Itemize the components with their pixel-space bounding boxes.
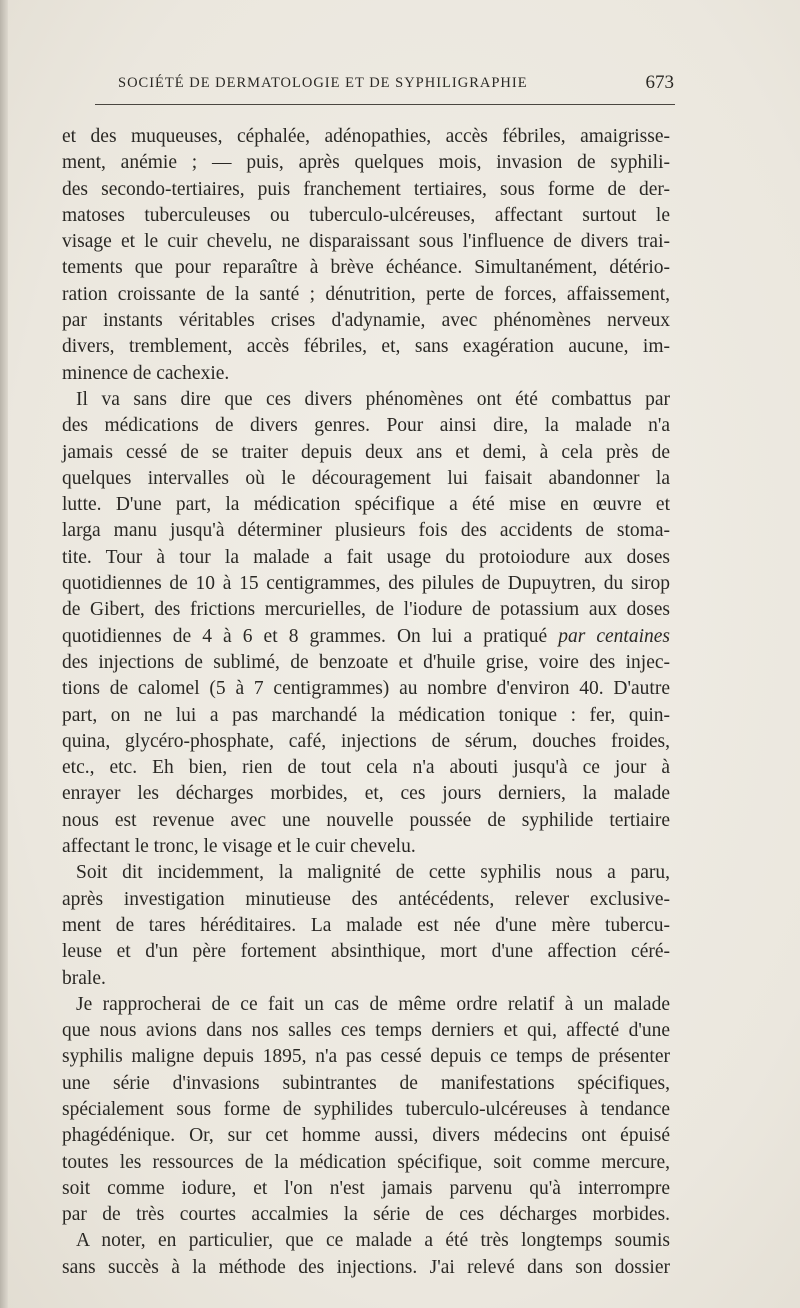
header-rule [95, 104, 675, 105]
text-line: lutte. D'une part, la médication spécifique a été mise en œuvre et [62, 494, 670, 516]
page-binding-edge [0, 0, 8, 1308]
text-line: leuse et d'un père fortement absinthique, mort d'une affection céré- [62, 941, 670, 963]
paragraph-start-line: Soit dit incidemment, la malignité de cette syphilis nous a paru, [76, 862, 670, 884]
text-line: par instants véritables crises d'adynamie, avec phénomènes nerveux [62, 310, 670, 332]
text-line: visage et le cuir chevelu, ne disparaissant sous l'influence de divers trai- [62, 231, 670, 253]
running-head [118, 72, 674, 97]
text-line: soit comme iodure, et l'on n'est jamais parvenu qu'à interrompre [62, 1177, 670, 1199]
text-line: syphilis maligne depuis 1895, n'a pas cessé depuis ce temps de présenter [62, 1046, 670, 1068]
text-line: et des muqueuses, céphalée, adénopathies, accès fébriles, amaigrisse- [62, 126, 670, 147]
text-line: des injections de sublimé, de benzoate et d'huile grise, voire des injec- [62, 651, 670, 673]
text-line: ment, anémie ; — puis, après quelques mois, invasion de syphili- [62, 152, 670, 174]
text-line: par de très courtes accalmies la série de ces décharges morbides. [62, 1204, 670, 1226]
text-line: ment de tares héréditaires. La malade est née d'une mère tubercu- [62, 914, 670, 936]
text-run: quotidiennes de 4 à 6 et 8 grammes. On lui a pratiqué [62, 625, 548, 647]
text-line: phagédénique. Or, sur cet homme aussi, divers médecins ont épuisé [62, 1125, 670, 1147]
text-line: quotidiennes de 10 à 15 centigrammes, des pilules de Dupuytren, du sirop [62, 573, 670, 595]
text-line: une série d'invasions subintrantes de manifestations spécifiques, [62, 1072, 670, 1094]
running-title: SOCIÉTÉ DE DERMATOLOGIE ET DE SYPHILIGRAPHIE [118, 75, 528, 91]
text-line: matoses tuberculeuses ou tuberculo-ulcéreuses, affectant surtout le [62, 204, 670, 226]
paragraph-start-line: A noter, en particulier, que ce malade a été très longtemps soumis [76, 1230, 670, 1252]
page-number: 673 [645, 72, 674, 93]
text-line: jamais cessé de se traiter depuis deux ans et demi, à cela près de [62, 441, 670, 463]
text-line: ration croissante de la santé ; dénutrition, perte de forces, affaissement, [62, 283, 670, 305]
text-line: spécialement sous forme de syphilides tuberculo-ulcéreuses à tendance [62, 1098, 670, 1120]
text-line: etc., etc. Eh bien, rien de tout cela n'a abouti jusqu'à ce jour à [62, 757, 670, 779]
text-line: brale. [62, 967, 106, 989]
paragraph-start-line: Il va sans dire que ces divers phénomènes ont été combattus par [76, 388, 670, 410]
text-line: larga manu jusqu'à déterminer plusieurs fois des accidents de stoma- [62, 520, 670, 542]
text-line: enrayer les décharges morbides, et, ces jours derniers, la malade [62, 783, 670, 805]
text-line: quina, glycéro-phosphate, café, injections de sérum, douches froides, [62, 730, 670, 752]
text-line: sans succès à la méthode des injections. J'ai relevé dans son dossier [62, 1256, 670, 1278]
text-line: nous est revenue avec une nouvelle poussée de syphilide tertiaire [62, 809, 670, 831]
text-line: tements que pour reparaître à brève échéance. Simultanément, détério- [62, 257, 670, 279]
text-line: minence de cachexie. [62, 362, 230, 384]
text-line: divers, tremblement, accès fébriles, et, sans exagération aucune, im- [62, 336, 670, 358]
text-line-with-italic [62, 624, 670, 650]
text-line: tite. Tour à tour la malade a fait usage du protoiodure aux doses [62, 546, 670, 568]
text-line: affectant le tronc, le visage et le cuir chevelu. [62, 836, 416, 858]
text-line: des secondo-tertiaires, puis franchement tertiaires, sous forme de der- [62, 178, 670, 200]
italic-run: par centaines [558, 625, 671, 647]
text-line: part, on ne lui a pas marchandé la médication tonique : fer, quin- [62, 704, 670, 726]
body-text [62, 124, 670, 1281]
text-line: toutes les ressources de la médication spécifique, soit comme mercure, [62, 1151, 670, 1173]
text-line: quelques intervalles où le découragement lui faisait abandonner la [62, 467, 670, 489]
text-line: que nous avions dans nos salles ces temps derniers et qui, affecté d'une [62, 1020, 670, 1042]
text-line: après investigation minutieuse des antécédents, relever exclusive- [62, 888, 670, 910]
paragraph-start-line: Je rapprocherai de ce fait un cas de même ordre relatif à un malade [76, 993, 670, 1015]
text-line: de Gibert, des frictions mercurielles, de l'iodure de potassium aux doses [62, 599, 670, 621]
text-line: tions de calomel (5 à 7 centigrammes) au nombre d'environ 40. D'autre [62, 678, 670, 700]
text-line: des médications de divers genres. Pour ainsi dire, la malade n'a [62, 415, 670, 437]
